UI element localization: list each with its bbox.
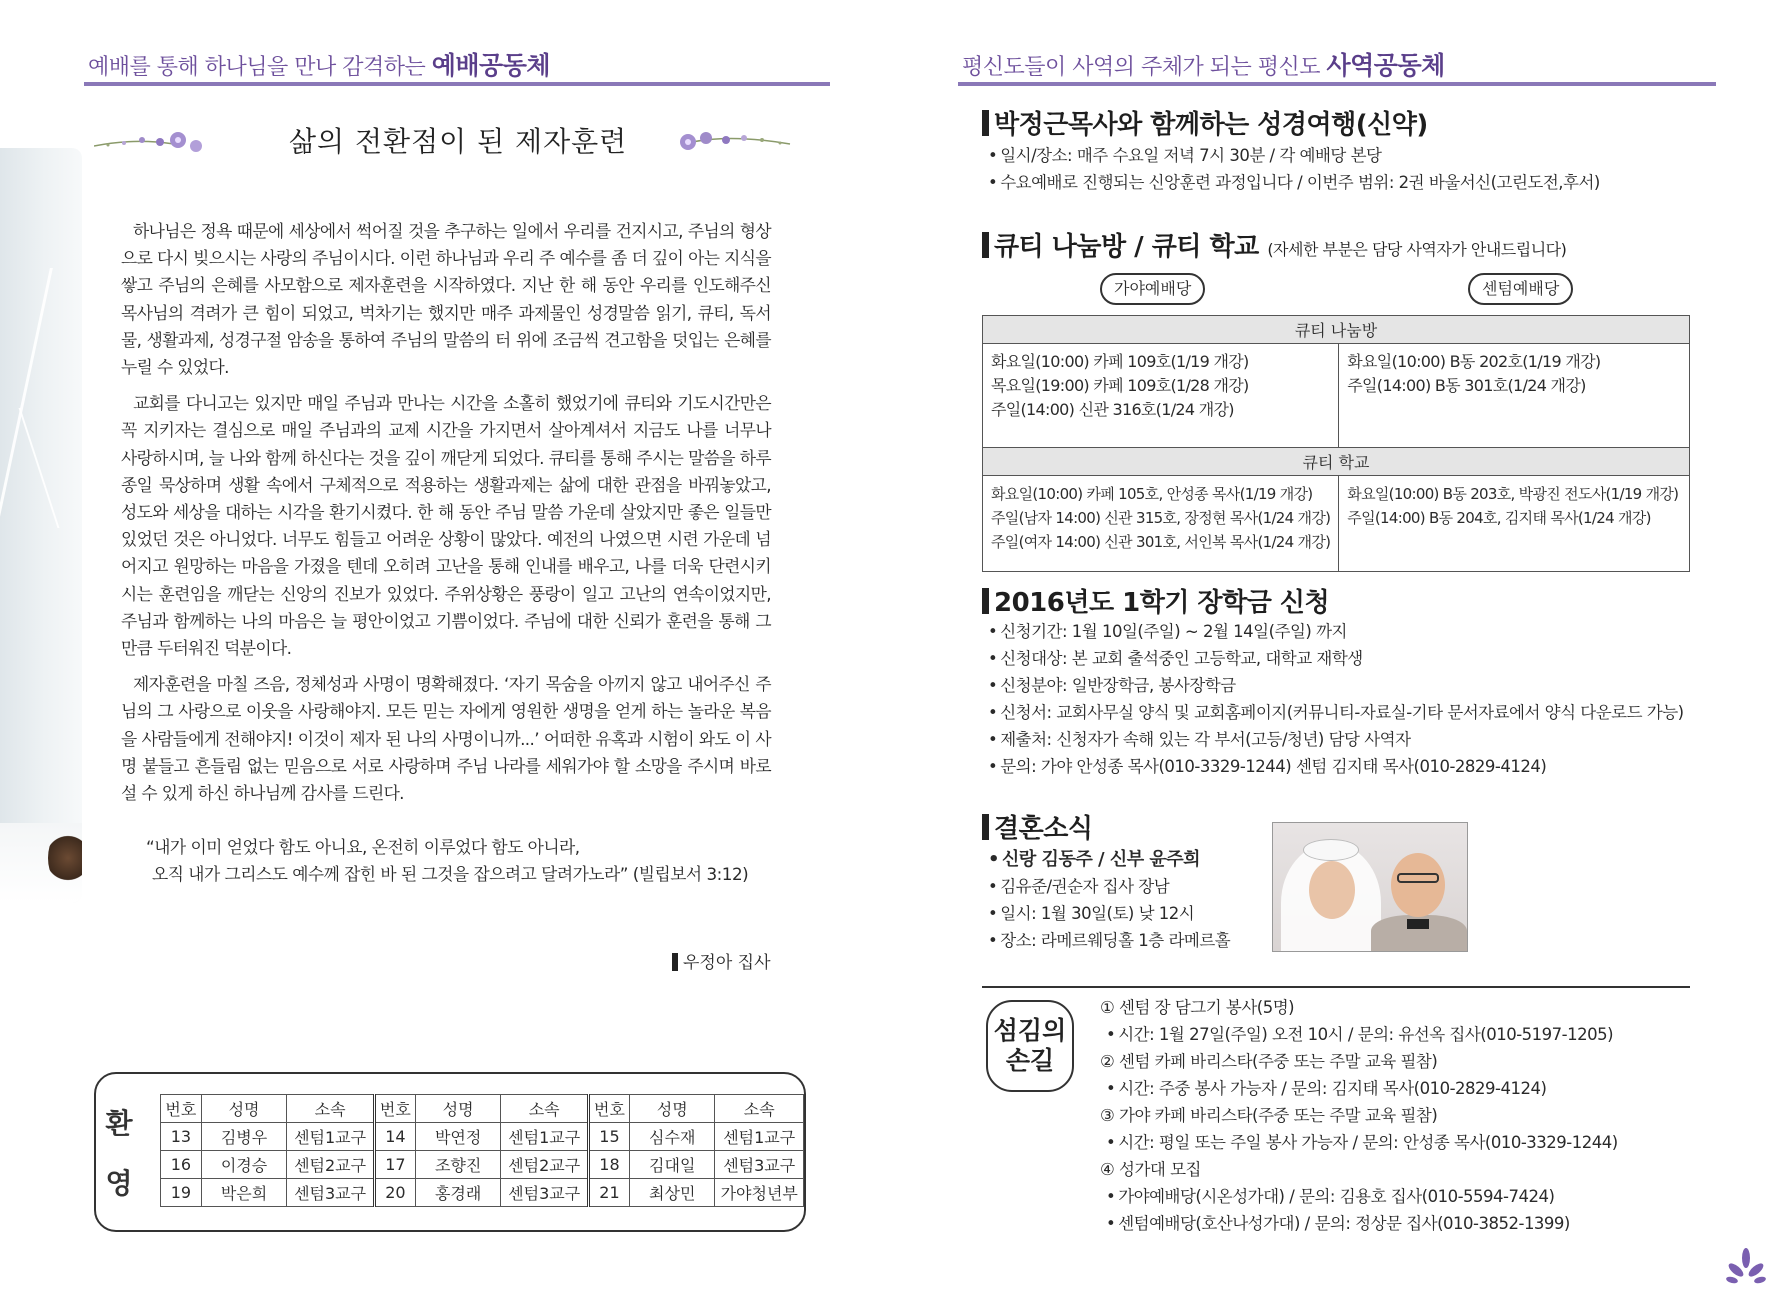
table-cell: 15 (588, 1123, 629, 1151)
list-item: • 신청서: 교회사무실 양식 및 교회홈페이지(커뮤니티-자료실-기타 문서자료에서 양식 다운로드 가능) (988, 699, 1684, 726)
table-header-cell: 번호 (374, 1095, 415, 1123)
schedule-line: 주일(여자 14:00) 신관 301호, 서인복 목사(1/24 개강) (991, 533, 1331, 551)
list-item: • 수요예배로 진행되는 신앙훈련 과정입니다 / 이번주 범위: 2권 바울서신(고린도전,후서) (988, 169, 1600, 196)
qt-share-header: 큐티 나눔방 (983, 316, 1690, 344)
table-header-cell: 번호 (161, 1095, 202, 1123)
list-item: • 문의: 가야 안성종 목사(010-3329-1244) 센텀 김지태 목사(010-2829-4124) (988, 753, 1684, 780)
table-cell: 센텀1교구 (287, 1123, 375, 1151)
table-header-cell: 성명 (415, 1095, 501, 1123)
article-title: 삶의 전환점이 된 제자훈련 (289, 125, 628, 158)
table-cell: 20 (374, 1179, 415, 1207)
schedule-line: 화요일(10:00) B동 203호, 박광진 전도사(1/19 개강) (1347, 485, 1679, 503)
table-header-cell: 번호 (588, 1095, 629, 1123)
table-row (161, 1179, 804, 1207)
bible-quote (146, 834, 748, 888)
list-item: • 장소: 라메르웨딩홀 1층 라메르홀 (988, 927, 1230, 954)
list-item: • 일시/장소: 매주 수요일 저녁 7시 30분 / 각 예배당 본당 (988, 142, 1600, 169)
care-detail: • 시간: 1월 27일(주일) 오전 10시 / 문의: 유선옥 집사(010-5197-1205) (1100, 1021, 1618, 1048)
list-item: • 제출처: 신청자가 속해 있는 각 부서(고등/청년) 담당 사역자 (988, 726, 1684, 753)
table-cell: 박연정 (415, 1123, 501, 1151)
table-cell: 센텀1교구 (715, 1123, 804, 1151)
qt-section-title: 큐티 나눔방 / 큐티 학교 (자세한 부분은 담당 사역자가 안내드립니다) (982, 226, 1566, 263)
table-row (161, 1123, 804, 1151)
schedule-line: 주일(14:00) B동 301호(1/24 개강) (1347, 376, 1586, 395)
care-item: ④ 성가대 모집 (1100, 1160, 1201, 1179)
schedule-line: 주일(14:00) 신관 316호(1/24 개강) (991, 400, 1234, 419)
table-cell: 16 (161, 1151, 202, 1179)
table-cell: 센텀1교구 (501, 1123, 589, 1151)
table-cell: 최상민 (629, 1179, 715, 1207)
quote-line: 오직 내가 그리스도 예수께 잡힌 바 된 그것을 잡으려고 달려가노라” (빌립보서 3:12) (152, 864, 749, 884)
table-cell: 센텀3교구 (501, 1179, 589, 1207)
scholarship-list (988, 618, 1684, 780)
welcome-label-char: 환 (105, 1107, 133, 1140)
qt-school-header: 큐티 학교 (983, 448, 1690, 476)
qt-share-gaya (983, 344, 1339, 448)
paragraph: 하나님은 정욕 때문에 세상에서 썩어질 것을 추구하는 일에서 우리를 건지시고, 주님의 형상으로 다시 빚으시는 사랑의 주님이시다. 이런 하나님과 우리 주 예수를 좀 더 깊이 아는 지식을 쌓고 주님의 은혜를 사모함으로 제자훈련을 시작하였다. 지난 한 해 동안 우리를 인도해주신 목사님의 격려가 큰 힘이 되었고, 벅차기는 했지만 매주 과제물인 성경말씀 읽기, 큐티, 독서물, 생활과제, 성경구절 암송을 통하여 주님의 말씀의 터 위에 조금씩 견고함을 덧입는 은혜를 누릴 수 있었다. (121, 221, 771, 378)
table-header-cell: 소속 (501, 1095, 589, 1123)
decorative-photo (0, 148, 82, 903)
pinecone-icon (48, 828, 82, 888)
table-cell: 센텀2교구 (501, 1151, 589, 1179)
table-cell: 센텀3교구 (715, 1151, 804, 1179)
table-cell: 김대일 (629, 1151, 715, 1179)
care-detail: • 시간: 주중 봉사 가능자 / 문의: 김지태 목사(010-2829-4124) (1100, 1075, 1618, 1102)
table-header-cell: 소속 (715, 1095, 804, 1123)
table-cell: 박은희 (201, 1179, 287, 1207)
care-item: ① 센텀 장 담그기 봉사(5명) (1100, 998, 1295, 1017)
table-cell: 심수재 (629, 1123, 715, 1151)
table-header-cell: 소속 (287, 1095, 375, 1123)
welcome-label-char: 영 (105, 1167, 133, 1200)
schedule-line: 화요일(10:00) 카페 105호, 안성종 목사(1/19 개강) (991, 485, 1313, 503)
flower-ornament-icon (672, 126, 792, 156)
table-row (161, 1151, 804, 1179)
centum-chapel-tag: 센텀예배당 (1468, 273, 1573, 305)
table-cell: 센텀2교구 (287, 1151, 375, 1179)
table-cell: 19 (161, 1179, 202, 1207)
schedule-line: 목요일(19:00) 카페 109호(1/28 개강) (991, 376, 1249, 395)
table-cell: 17 (374, 1151, 415, 1179)
schedule-line: 주일(남자 14:00) 신관 315호, 장정현 목사(1/24 개강) (991, 509, 1331, 527)
qt-table (982, 315, 1690, 572)
left-section-header: 예배를 통해 하나님을 만나 감격하는 예배공동체 (88, 51, 551, 80)
care-label-box (986, 1000, 1074, 1092)
list-item: • 신청기간: 1월 10일(주일) ~ 2월 14일(주일) 까지 (988, 618, 1684, 645)
paragraph: 교회를 다니고는 있지만 매일 주님과 만나는 시간을 소홀히 했었기에 큐티와 기도시간만은 꼭 지키자는 결심으로 매일 주님과의 교제 시간을 가지면서 살아계셔서 지금도 나를 너무나 사랑하시며, 늘 나와 함께 하신다는 것을 깊이 깨닫게 되었다. 큐티를 통해 주시는 말씀을 하루 종일 묵상하며 생활 속에서 구체적으로 적용하는 생활과제는 삶에 대한 관점을 바꿔놓았고, 성도와 세상을 대하는 시각을 환기시켰다. 한 해 동안 주님 말씀 가운데 살았지만 좋은 일들만 있었던 것은 아니었다. 너무도 힘들고 어려운 상황이 많았다. 예전의 나였으면 시련 가운데 넘어지고 원망하는 마음을 가졌을 텐데 오히려 고난을 통해 인내를 배우고, 나를 더욱 단련시키시는 훈련임을 깨닫는 신앙의 진보가 있었다. 주위상황은 풍랑이 일고 고난의 연속이었지만, 주님과 함께하는 나의 마음은 늘 평안이었고 기쁨이었다. 주님에 대한 신뢰가 훈련을 통해 그만큼 두터워진 덕분이다. (121, 393, 771, 659)
care-detail: • 센텀예배당(호산나성가대) / 문의: 정상문 집사(010-3852-1399) (1100, 1210, 1618, 1237)
qt-school-gaya (983, 476, 1339, 572)
table-cell: 이경승 (201, 1151, 287, 1179)
wedding-photo (1272, 822, 1468, 952)
flower-ornament-icon (1726, 1248, 1766, 1288)
care-detail: • 시간: 평일 또는 주일 봉사 가능자 / 문의: 안성종 목사(010-3329-1244) (1100, 1129, 1618, 1156)
table-cell: 홍경래 (415, 1179, 501, 1207)
care-detail: • 가야예배당(시온성가대) / 문의: 김용호 집사(010-5594-7424) (1100, 1183, 1618, 1210)
table-cell: 14 (374, 1123, 415, 1151)
care-item: ② 센텀 카페 바리스타(주중 또는 주말 교육 필참) (1100, 1052, 1438, 1071)
header-rule (958, 82, 1716, 86)
flower-ornament-icon (94, 128, 214, 158)
bible-journey-title: 박정근목사와 함께하는 성경여행(신약) (982, 104, 1428, 141)
table-header-cell: 성명 (201, 1095, 287, 1123)
table-header-row (161, 1095, 804, 1123)
welcome-box (94, 1072, 806, 1232)
schedule-line: 주일(14:00) B동 204호, 김지태 목사(1/24 개강) (1347, 509, 1651, 527)
paragraph: 제자훈련을 마칠 즈음, 정체성과 사명이 명확해졌다. ‘자기 목숨을 아끼지 않고 내어주신 주님의 그 사랑으로 이웃을 사랑해야지. 모든 믿는 자에게 영원한 생명을 얻게 하는 놀라운 복음을 사람들에게 전해야지! 이것이 제자 된 나의 사명이니까...’ 어떠한 유혹과 시험이 와도 이 사명 붙들고 흔들림 없는 믿음으로 서로 사랑하며 주님 나라를 세워가야 할 소망을 주시며 바로 설 수 있게 하신 하나님께 감사를 드린다. (121, 674, 771, 804)
welcome-table (160, 1094, 804, 1207)
table-cell: 센텀3교구 (287, 1179, 375, 1207)
scholarship-title: 2016년도 1학기 장학금 신청 (982, 582, 1329, 619)
section-divider (982, 986, 1690, 988)
table-cell: 18 (588, 1151, 629, 1179)
right-section-header: 평신도들이 사역의 주체가 되는 평신도 사역공동체 (962, 51, 1445, 80)
list-item: • 신청분야: 일반장학금, 봉사장학금 (988, 672, 1684, 699)
care-label-line: 섬김의 (993, 1016, 1067, 1045)
care-label-line: 손길 (1005, 1046, 1055, 1075)
table-header-cell: 성명 (629, 1095, 715, 1123)
wedding-title: 결혼소식 (982, 808, 1092, 845)
list-item: • 김유준/권순자 집사 장남 (988, 873, 1230, 900)
article-author: 우정아 집사 (672, 948, 771, 973)
table-cell: 김병우 (201, 1123, 287, 1151)
qt-share-centum (1339, 344, 1690, 448)
header-rule (84, 82, 830, 86)
table-cell: 가야청년부 (715, 1179, 804, 1207)
bible-journey-list (988, 142, 1600, 196)
care-list (1100, 994, 1618, 1237)
qt-school-centum (1339, 476, 1690, 572)
gaya-chapel-tag: 가야예배당 (1100, 273, 1205, 305)
care-item: ③ 가야 카페 바리스타(주중 또는 주말 교육 필참) (1100, 1106, 1438, 1125)
schedule-line: 화요일(10:00) B동 202호(1/19 개강) (1347, 352, 1601, 371)
article-body (121, 218, 771, 816)
list-item: • 신청대상: 본 교회 출석중인 고등학교, 대학교 재학생 (988, 645, 1684, 672)
table-cell: 13 (161, 1123, 202, 1151)
list-item: • 일시: 1월 30일(토) 낮 12시 (988, 900, 1230, 927)
schedule-line: 화요일(10:00) 카페 109호(1/19 개강) (991, 352, 1249, 371)
table-cell: 조향진 (415, 1151, 501, 1179)
wedding-list (988, 846, 1230, 954)
welcome-label (96, 1074, 142, 1230)
quote-line: “내가 이미 얻었다 함도 아니요, 온전히 이루었다 함도 아니라, (146, 837, 580, 857)
table-cell: 21 (588, 1179, 629, 1207)
wedding-couple: • 신랑 김동주 / 신부 윤주희 (988, 846, 1230, 873)
